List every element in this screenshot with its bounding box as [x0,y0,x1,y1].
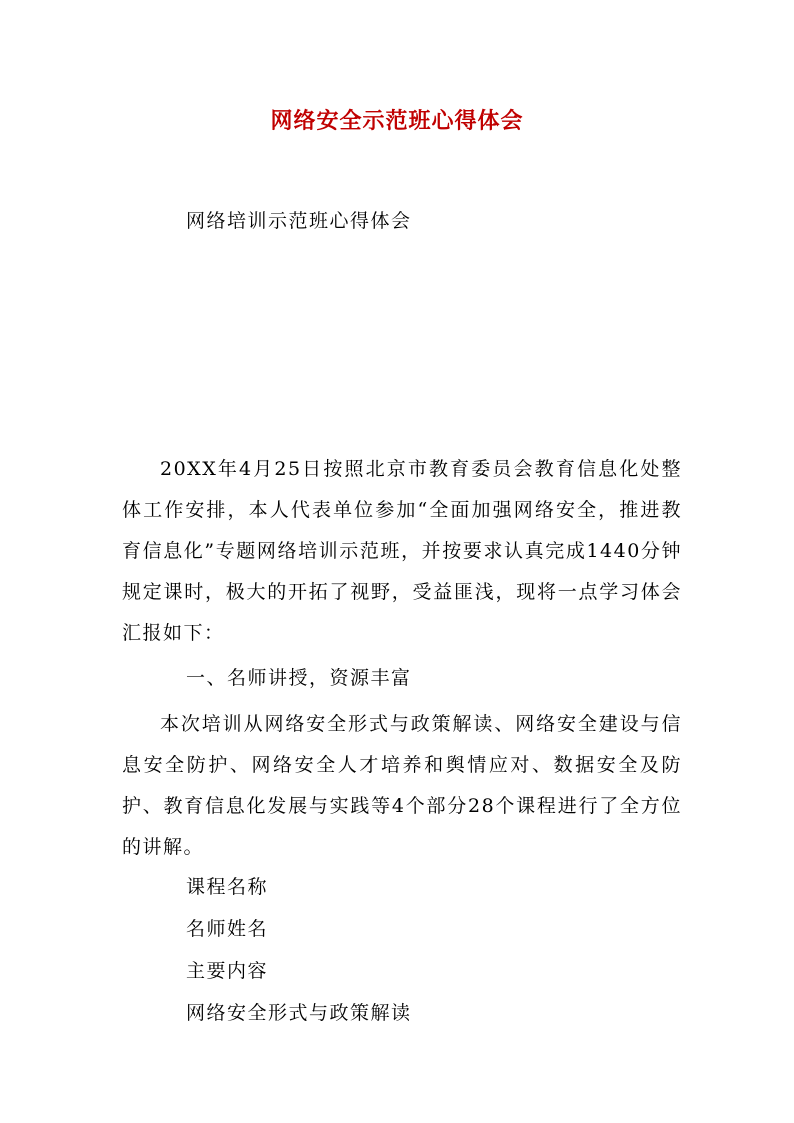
document-subtitle: 网络培训示范班心得体会 [186,210,412,232]
paragraph-training [122,704,682,868]
paragraph-intro [122,449,682,654]
document-title: 网络安全示范班心得体会 [270,108,524,134]
list-item-course-name: 课程名称 [186,876,269,898]
list-item-teacher-name: 名师姓名 [186,918,269,940]
list-item-policy-topic: 网络安全形式与政策解读 [186,1002,412,1024]
list-item-main-content: 主要内容 [186,960,269,982]
paragraph-intro-text: 20XX年4月25日按照北京市教育委员会教育信息化处整体工作安排，本人代表单位参加“全面加强网络安全，推进教育信息化”专题网络培训示范班，并按要求认真完成1440分钟规定课时，极大的开拓了视野，受益匪浅，现将一点学习体会汇报如下： [122,458,682,644]
section-heading-1: 一、名师讲授，资源丰富 [186,667,412,689]
paragraph-training-text: 本次培训从网络安全形式与政策解读、网络安全建设与信息安全防护、网络安全人才培养和舆情应对、数据安全及防护、教育信息化发展与实践等4个部分28个课程进行了全方位的讲解。 [122,713,682,858]
